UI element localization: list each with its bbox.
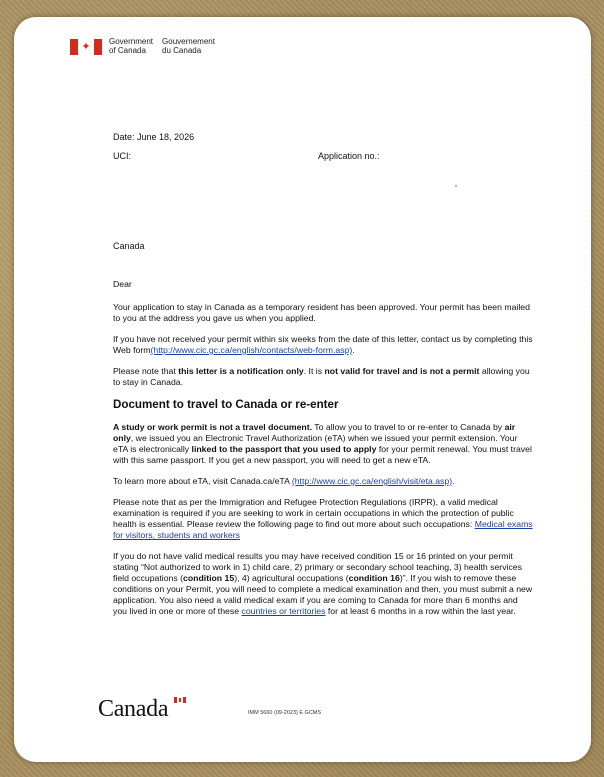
p7-c: ), 4) agricultural occupations (: [234, 573, 349, 583]
p7-a: If you do not have valid medical results you may have received condition 15 or 16 printed on your permit stating “Not authorized to work in 1) child care, 2) primary or secondary school teaching, 3) health services field occupations (: [113, 551, 522, 583]
p2-text: If you have not received your permit within six weeks from the date of this letter, contact us by completing this Web form: [113, 334, 533, 355]
government-signature: [70, 37, 215, 55]
web-form-link[interactable]: (http://www.cic.gc.ca/english/contacts/web-form.asp): [150, 345, 353, 355]
govt-name-english: [109, 37, 153, 55]
p7-f: for at least 6 months in a row within the last year.: [325, 606, 516, 616]
p5-text: To learn more about eTA, visit Canada.ca/eTA: [113, 476, 292, 486]
p4-f: for your permit renewal. You must travel with this same passport. If you get a new passport, you will need to get a new eTA.: [113, 444, 532, 465]
address-country: Canada: [113, 241, 145, 251]
salutation: Dear: [113, 279, 132, 289]
uci-label: UCI:: [113, 151, 131, 161]
date-label: Date:: [113, 132, 135, 142]
canada-flag-icon: ✦: [70, 39, 102, 55]
wordmark-flag-icon: [174, 697, 186, 703]
section-heading: Document to travel to Canada or re-enter: [113, 398, 339, 411]
p4-b: To allow you to travel to or re-enter to Canada by: [312, 422, 505, 432]
letter-body: [113, 279, 533, 627]
govt-name-french: [162, 37, 215, 55]
eta-link[interactable]: (http://www.cic.gc.ca/english/visit/eta.asp): [291, 476, 453, 486]
p4-d: , we issued you an Electronic Travel Authorization (eTA) when we issued your permit extension. Your eTA is electronically: [113, 433, 518, 454]
p3-a: Please note that: [113, 366, 179, 376]
p7-d: condition 16: [348, 573, 400, 583]
p7-b: condition 15: [183, 573, 235, 583]
countries-territories-link[interactable]: countries or territories: [241, 606, 326, 616]
date-value: June 18, 2026: [137, 132, 195, 142]
application-number-label: Application no.:: [318, 151, 380, 161]
paragraph-conditions: [113, 551, 533, 617]
govt-fr-line1: Gouvernement: [162, 37, 215, 46]
scan-speck: [455, 185, 457, 187]
p3-d: not valid for travel and is not a permit: [324, 366, 480, 376]
form-code: IMM 5660 (09-2023) E GCMS: [248, 710, 322, 716]
p3-e: allowing you to stay in Canada.: [113, 366, 530, 387]
p7-e: )”. If you wish to remove these conditions on your Permit, you will need to complete a medical examination and then, you must submit a new application. You also need a valid medical exam if you are coming to Canada for more than 6 months and you lived in one or more of these: [113, 573, 533, 616]
p4-e: linked to the passport that you used to apply: [191, 444, 377, 454]
canada-wordmark: Canada: [98, 696, 169, 722]
p3-c: . It is: [303, 366, 325, 376]
paragraph-not-received: [113, 334, 533, 356]
govt-en-line2: of Canada: [109, 46, 146, 55]
p6-text: Please note that as per the Immigration and Refugee Protection Regulations (IRPR), a valid medical examination is required if you are seeking to work in certain occupations in which the protection of public health is essential. Please review the following page to find out more about such occupations:: [113, 497, 514, 529]
p2-end: .: [352, 345, 355, 355]
p5-end: .: [452, 476, 455, 486]
paragraph-travel-document: [113, 422, 533, 466]
medical-exams-link[interactable]: Medical exams for visitors, students and workers: [113, 519, 533, 540]
p3-b: this letter is a notification only: [178, 366, 304, 376]
date-line: [113, 132, 194, 143]
paragraph-medical-exam: [113, 497, 533, 541]
p4-a: A study or work permit is not a travel document.: [113, 422, 313, 432]
paragraph-approved: Your application to stay in Canada as a temporary resident has been approved. Your permit has been mailed to you at the address you gave us when you applied.: [113, 302, 530, 323]
govt-en-line1: Government: [109, 37, 154, 46]
govt-fr-line2: du Canada: [162, 46, 202, 55]
paragraph-eta: [113, 476, 533, 487]
p4-c: air only: [113, 422, 516, 443]
paragraph-notification: [113, 366, 533, 388]
